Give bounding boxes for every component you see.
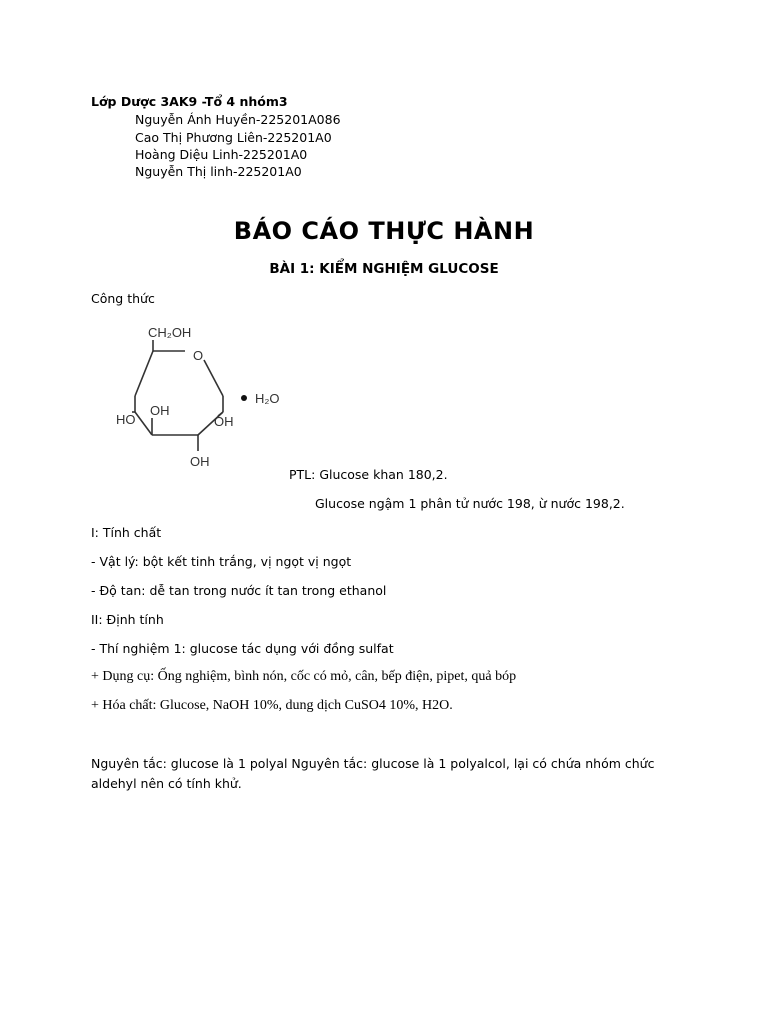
member-3: Hoàng Diệu Linh-225201A0: [135, 147, 308, 162]
solubility-line: - Độ tan: dễ tan trong nước ít tan trong ethanol: [91, 583, 387, 598]
ho-left-label: HO: [116, 412, 136, 427]
ptl-line-2: Glucose ngậm 1 phân tử nước 198, ừ nước 198,2.: [315, 496, 625, 511]
ring-bond: [204, 360, 223, 396]
water-label: H₂O: [255, 391, 280, 406]
ring-oxygen-label: O: [193, 348, 204, 363]
properties-heading: I: Tính chất: [91, 525, 162, 540]
class-group-line: Lớp Dược 3AK9 -Tổ 4 nhóm3: [91, 94, 288, 109]
member-2: Cao Thị Phương Liên-225201A0: [135, 130, 332, 145]
experiment-1-line: - Thí nghiệm 1: glucose tác dụng với đồng sulfat: [91, 641, 394, 656]
equipment-line: + Dụng cụ: Ống nghiệm, bình nón, cốc có mỏ, cân, bếp điện, pipet, quả bóp: [91, 669, 517, 684]
principle-paragraph: Nguyên tắc: glucose là 1 polyal Nguyên tắc: glucose là 1 polyalcol, lại có chứa nhóm chức aldehyl nên có tính khử.: [91, 756, 655, 791]
oh-bottom-label: OH: [190, 454, 210, 469]
lesson-title: BÀI 1: KIỂM NGHIỆM GLUCOSE: [269, 261, 499, 277]
ring-bond: [135, 351, 153, 396]
physical-properties: - Vật lý: bột kết tinh trắng, vị ngọt vị ngọt: [91, 554, 352, 569]
oh-inner-label: OH: [150, 403, 170, 418]
glucose-structure-diagram: [110, 318, 300, 473]
ch2oh-label: CH₂OH: [148, 325, 192, 340]
formula-label: Công thức: [91, 291, 155, 306]
oh-right-label: OH: [214, 414, 234, 429]
qualitative-heading: II: Định tính: [91, 612, 164, 627]
member-4: Nguyễn Thị linh-225201A0: [135, 164, 302, 179]
report-title: BÁO CÁO THỰC HÀNH: [233, 217, 535, 245]
member-1: Nguyễn Ánh Huyền-225201A086: [135, 112, 341, 127]
hydrate-dot: [241, 395, 247, 401]
ptl-line-1: PTL: Glucose khan 180,2.: [289, 467, 448, 482]
chemicals-line: + Hóa chất: Glucose, NaOH 10%, dung dịch CuSO4 10%, H2O.: [91, 698, 453, 713]
